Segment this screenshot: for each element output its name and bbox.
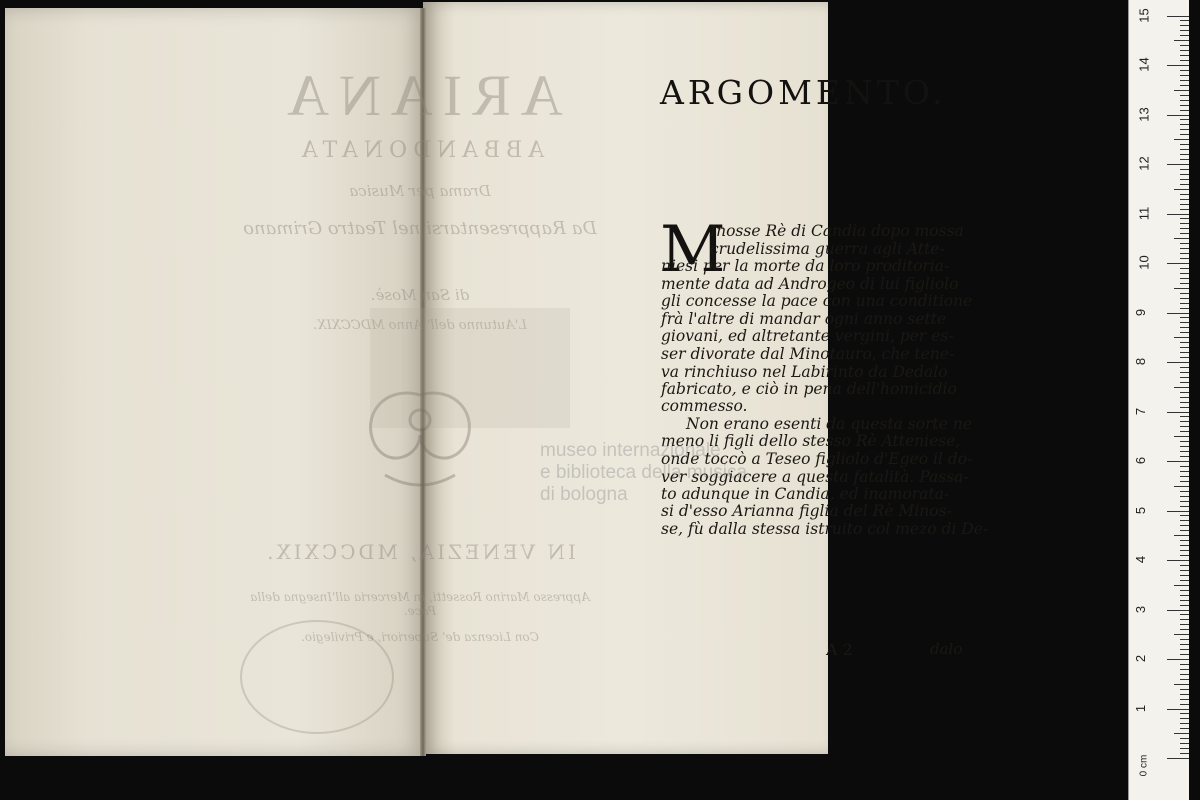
ruler-tick [1180, 713, 1189, 714]
ruler-tick [1180, 194, 1189, 195]
ruler-tick [1180, 664, 1189, 665]
ruler-tick [1174, 634, 1189, 635]
ruler-tick [1180, 530, 1189, 531]
ruler-tick [1180, 268, 1189, 269]
ruler-tick [1167, 511, 1189, 512]
ruler-tick [1174, 486, 1189, 487]
ruler-tick [1180, 590, 1189, 591]
ruler-tick [1180, 402, 1189, 403]
ruler-tick [1180, 481, 1189, 482]
ruler-tick [1180, 614, 1189, 615]
ruler-number: 1 [1133, 704, 1149, 712]
ruler-tick [1180, 327, 1189, 328]
ruler-tick [1180, 110, 1189, 111]
signature-mark: A 2 [826, 640, 853, 659]
ruler-tick [1180, 184, 1189, 185]
ruler-tick [1180, 75, 1189, 76]
ruler-tick [1180, 555, 1189, 556]
ruler-tick [1167, 214, 1189, 215]
ruler-tick [1180, 20, 1189, 21]
ruler-tick [1180, 144, 1189, 145]
ruler-unit: 0 cm [1138, 754, 1150, 777]
body-line: onde toccò a Teseo figliolo d'Egeo il do- [661, 450, 973, 468]
ruler-tick [1180, 753, 1189, 754]
ruler-tick [1167, 65, 1189, 66]
ruler-tick [1180, 669, 1189, 670]
ruler-tick [1174, 40, 1189, 41]
ruler-tick [1180, 629, 1189, 630]
ruler-tick [1174, 733, 1189, 734]
ruler-tick [1167, 461, 1189, 462]
ruler-tick [1180, 416, 1189, 417]
ruler-tick [1174, 436, 1189, 437]
ruler-number: 10 [1136, 255, 1152, 270]
ruler-tick [1180, 565, 1189, 566]
catchword: dalo [930, 640, 963, 658]
ruler-tick [1180, 441, 1189, 442]
drop-capital: M [660, 213, 726, 287]
ruler-tick [1180, 595, 1189, 596]
body-line: commesso. [661, 397, 748, 415]
ruler-tick [1180, 525, 1189, 526]
ruler-tick [1180, 496, 1189, 497]
body-line: ser divorate dal Minotauro, che tene- [661, 345, 955, 363]
ruler-tick [1180, 515, 1189, 516]
ruler-tick [1180, 506, 1189, 507]
ruler-tick [1180, 253, 1189, 254]
ruler-tick [1180, 407, 1189, 408]
ruler-tick [1180, 283, 1189, 284]
ruler-tick [1167, 313, 1189, 314]
ruler-tick [1180, 431, 1189, 432]
ruler-number: 4 [1133, 555, 1149, 564]
ruler-tick [1180, 382, 1189, 383]
watermark-logo [370, 308, 570, 428]
ruler-tick [1167, 412, 1189, 413]
ruler-tick [1167, 560, 1189, 561]
ruler-tick [1180, 303, 1189, 304]
ruler-tick [1180, 352, 1189, 353]
ruler-tick [1180, 70, 1189, 71]
ruler-tick [1180, 570, 1189, 571]
ruler-tick [1180, 25, 1189, 26]
ruler-tick [1180, 100, 1189, 101]
ruler-tick [1180, 466, 1189, 467]
ruler-tick [1180, 308, 1189, 309]
ruler-tick [1167, 362, 1189, 363]
ruler-number: 7 [1133, 407, 1149, 415]
ruler-tick [1180, 298, 1189, 299]
ruler-tick [1180, 85, 1189, 86]
ruler-number: 11 [1136, 206, 1152, 220]
ruler-tick [1180, 550, 1189, 551]
left-imprint-city: IN VENEZIA, MDCCXIX. [264, 540, 576, 564]
ruler-tick [1180, 674, 1189, 675]
ruler-number: 12 [1136, 156, 1152, 171]
ruler-tick [1180, 233, 1189, 234]
ruler-tick [1180, 30, 1189, 31]
ruler-tick [1174, 684, 1189, 685]
measurement-ruler [1128, 0, 1189, 800]
page-heading: ARGOMENTO. [660, 73, 947, 112]
body-line: Non erano esenti da questa sorte ne [686, 415, 972, 433]
ruler-tick [1180, 243, 1189, 244]
ruler-number: 5 [1133, 506, 1149, 514]
body-line: niesi per la morte da loro proditoria- [661, 257, 950, 275]
ruler-tick [1167, 115, 1189, 116]
left-license: Con Licenza de' Superiori, e Privilegio. [301, 630, 539, 644]
ruler-tick [1180, 446, 1189, 447]
ruler-tick [1174, 387, 1189, 388]
ruler-tick [1180, 491, 1189, 492]
ruler-tick [1180, 342, 1189, 343]
ruler-tick [1180, 377, 1189, 378]
ruler-tick [1180, 322, 1189, 323]
ruler-number: 8 [1133, 357, 1149, 366]
ruler-tick [1174, 585, 1189, 586]
ruler-tick [1180, 105, 1189, 106]
body-line: mente data ad Androgeo di lui figliolo [661, 275, 959, 293]
left-title: ARIANA [277, 63, 563, 128]
watermark-text: museo internazionale e biblioteca della musica di bologna [540, 440, 748, 505]
ruler-tick [1180, 278, 1189, 279]
ruler-tick [1180, 451, 1189, 452]
ruler-tick [1180, 223, 1189, 224]
ruler-tick [1180, 639, 1189, 640]
ruler-number: 13 [1136, 106, 1152, 122]
ruler-tick [1174, 288, 1189, 289]
ruler-tick [1180, 80, 1189, 81]
left-line-1: Drama per Musica [349, 182, 491, 200]
ruler-tick [1180, 600, 1189, 601]
body-line: gli concesse la pace con una conditione [661, 292, 973, 310]
ruler-tick [1180, 575, 1189, 576]
ruler-number: 14 [1136, 57, 1152, 72]
ruler-tick [1167, 610, 1189, 611]
ruler-tick [1180, 228, 1189, 229]
ruler-tick [1180, 471, 1189, 472]
ruler-tick [1180, 347, 1189, 348]
ruler-tick [1180, 95, 1189, 96]
ruler-tick [1180, 476, 1189, 477]
ruler-tick [1180, 397, 1189, 398]
ruler-tick [1180, 689, 1189, 690]
ruler-tick [1180, 426, 1189, 427]
ruler-tick [1180, 392, 1189, 393]
ruler-tick [1180, 748, 1189, 749]
left-line-4: L'Autunno dell' Anno MDCCXIX. [313, 318, 527, 333]
body-line: frà l'altre di mandar ogni anno sette [661, 310, 947, 328]
ruler-tick [1174, 139, 1189, 140]
body-line: giovani, ed altretante vergini, per es- [661, 327, 954, 345]
ruler-tick [1180, 718, 1189, 719]
ruler-number: 6 [1133, 456, 1149, 465]
ruler-tick [1167, 164, 1189, 165]
ruler-tick [1180, 154, 1189, 155]
body-line: crudelissima guerra agli Atte- [710, 240, 945, 258]
body-line: fabricato, e ciò in pena dell'homicidio [661, 380, 957, 398]
ruler-tick [1180, 199, 1189, 200]
ruler-tick [1180, 45, 1189, 46]
ruler-tick [1180, 694, 1189, 695]
ruler-tick [1180, 204, 1189, 205]
ruler-tick [1180, 273, 1189, 274]
body-line: va rinchiuso nel Labirinto da Dedalo [661, 363, 948, 381]
ruler-tick [1167, 758, 1189, 759]
ruler-tick [1180, 35, 1189, 36]
ruler-tick [1180, 421, 1189, 422]
left-subtitle: ABBANDONATA [295, 138, 545, 163]
ruler-tick [1180, 174, 1189, 175]
ruler-tick [1180, 50, 1189, 51]
ruler-tick [1167, 16, 1189, 17]
ruler-tick [1180, 179, 1189, 180]
left-printer: Appresso Marino Rossetti, in Merceria all'Insegna della Pace. [250, 590, 590, 618]
ruler-tick [1180, 218, 1189, 219]
body-line: to adunque in Candia, ed inamorata- [661, 485, 950, 503]
ruler-number: 2 [1133, 654, 1149, 663]
ruler-tick [1180, 129, 1189, 130]
ruler-tick [1180, 357, 1189, 358]
ruler-number: 15 [1136, 7, 1152, 23]
ruler-tick [1180, 55, 1189, 56]
ruler-tick [1167, 263, 1189, 264]
ruler-tick [1180, 119, 1189, 120]
ruler-tick [1180, 258, 1189, 259]
body-line: se, fù dalla stessa istruito col mezo di De- [661, 520, 989, 538]
ruler-tick [1180, 540, 1189, 541]
ruler-tick [1180, 624, 1189, 625]
body-line: meno li figli dello stesso Rè Atteniese, [661, 432, 961, 450]
ruler-tick [1174, 238, 1189, 239]
ruler-tick [1167, 659, 1189, 660]
ruler-tick [1180, 679, 1189, 680]
body-line: ver soggiacere a questa fatalità. Passa- [661, 468, 969, 486]
ruler-tick [1180, 619, 1189, 620]
ruler-tick [1180, 149, 1189, 150]
ruler-number: 3 [1133, 605, 1149, 613]
ruler-tick [1180, 520, 1189, 521]
ruler-tick [1180, 372, 1189, 373]
ruler-tick [1180, 580, 1189, 581]
ruler-tick [1180, 501, 1189, 502]
left-line-3: di San Mosè. [370, 286, 470, 304]
ruler-tick [1174, 90, 1189, 91]
ruler-number: 9 [1133, 308, 1149, 316]
ruler-tick [1180, 723, 1189, 724]
ruler-tick [1174, 535, 1189, 536]
library-stamp [240, 620, 394, 734]
ruler-tick [1180, 367, 1189, 368]
ruler-tick [1180, 728, 1189, 729]
ruler-tick [1180, 456, 1189, 457]
ruler-tick [1180, 545, 1189, 546]
body-line: Inosse Rè di Candia dopo mossa [710, 222, 964, 240]
ruler-tick [1180, 124, 1189, 125]
ruler-tick [1180, 704, 1189, 705]
ruler-tick [1174, 189, 1189, 190]
ruler-tick [1180, 654, 1189, 655]
ruler-tick [1180, 317, 1189, 318]
ruler-tick [1167, 709, 1189, 710]
ruler-tick [1180, 293, 1189, 294]
ruler-tick [1180, 644, 1189, 645]
ruler-tick [1180, 332, 1189, 333]
ruler-tick [1180, 248, 1189, 249]
ruler-tick [1174, 337, 1189, 338]
body-line: si d'esso Arianna figlia del Rè Minos- [661, 502, 952, 520]
ruler-tick [1180, 169, 1189, 170]
ruler-tick [1180, 605, 1189, 606]
ruler-tick [1180, 738, 1189, 739]
left-line-2: Da Rappresentarsi nel Teatro Grimano [243, 218, 597, 239]
ruler-tick [1180, 159, 1189, 160]
ruler-tick [1180, 209, 1189, 210]
ruler-tick [1180, 699, 1189, 700]
ruler-tick [1180, 649, 1189, 650]
ruler-tick [1180, 60, 1189, 61]
ruler-tick [1180, 743, 1189, 744]
ruler-tick [1180, 134, 1189, 135]
